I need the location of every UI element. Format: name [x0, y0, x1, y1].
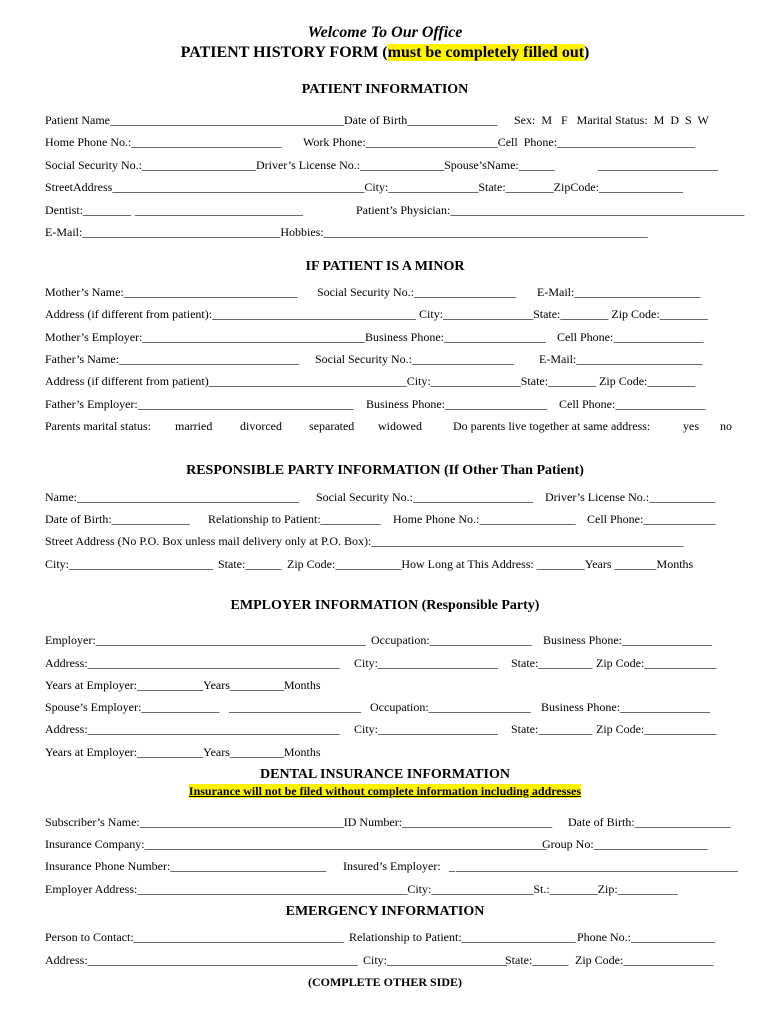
street-address-row[interactable]: StreetAddress__________________________________________City:_______________State:________ZipCode:______________	[45, 180, 683, 194]
responsible-state-field[interactable]: State:______	[218, 557, 282, 571]
mother-email-field[interactable]: E-Mail:_____________________	[537, 285, 701, 299]
father-ssn-field[interactable]: Social Security No.:_________________	[315, 352, 514, 366]
emergency-state-field[interactable]: State:______	[505, 953, 569, 967]
father-cell-phone-field[interactable]: Cell Phone:_______________	[559, 397, 706, 411]
subscriber-id-row[interactable]: Subscriber’s Name:__________________________________ID Number:_________________________	[45, 815, 553, 829]
father-employer-field[interactable]: Father’s Employer:____________________________________	[45, 397, 354, 411]
marital-option-widowed[interactable]: widowed	[378, 419, 422, 433]
responsible-street-address-row[interactable]: Street Address (No P.O. Box unless mail delivery only at P.O. Box):____________________________________________________	[45, 534, 684, 548]
spouse-employer-field[interactable]: Spouse’s Employer:_____________	[45, 700, 220, 714]
insurance-note-text: Insurance will not be filed without complete information including addresses	[188, 784, 582, 798]
responsible-home-phone-field[interactable]: Home Phone No.:________________	[393, 512, 576, 526]
form-title-highlight: must be completely filled out	[387, 44, 585, 61]
spouse-employer-state-field[interactable]: State:_________	[511, 722, 593, 736]
employer-occupation-field[interactable]: Occupation:_________________	[371, 633, 532, 647]
emergency-contact-field[interactable]: Person to Contact:___________________________________	[45, 930, 344, 944]
email-hobbies-row[interactable]: E-Mail:_________________________________Hobbies:______________________________________________________	[45, 225, 648, 239]
mother-cell-phone-field[interactable]: Cell Phone:_______________	[557, 330, 704, 344]
responsible-name-field[interactable]: Name:_____________________________________	[45, 490, 299, 504]
parents-marital-status-label: Parents marital status:	[45, 419, 151, 433]
emergency-relationship-field[interactable]: Relationship to Patient:___________________	[349, 930, 576, 944]
spouse-name-blank[interactable]: ____________________	[598, 158, 718, 172]
responsible-license-field[interactable]: Driver’s License No.:___________	[545, 490, 716, 504]
marital-option-separated[interactable]: separated	[309, 419, 355, 433]
spouse-years-at-employer-row[interactable]: Years at Employer:___________Years_________Months	[45, 745, 321, 759]
employer-state-field[interactable]: State:_________	[511, 656, 593, 670]
responsible-city-field[interactable]: City:________________________	[45, 557, 214, 571]
insurance-employer-address-row[interactable]: Employer Address:_____________________________________________City:_________________St.:________Zip:__________	[45, 882, 678, 896]
responsible-ssn-field[interactable]: Social Security No.:____________________	[316, 490, 533, 504]
dentist-blank[interactable]: ____________________________	[135, 203, 303, 217]
form-title-text: PATIENT HISTORY FORM (	[180, 44, 388, 61]
employer-zip-field[interactable]: Zip Code:____________	[596, 656, 717, 670]
spouse-employer-city-field[interactable]: City:____________________	[354, 722, 499, 736]
patient-name-row[interactable]: Patient Name_______________________________________Date of Birth_______________	[45, 113, 498, 127]
mother-employer-field[interactable]: Mother’s Employer:_____________________________________	[45, 330, 365, 344]
years-at-employer-row[interactable]: Years at Employer:___________Years_________Months	[45, 678, 321, 692]
work-cell-phone-row[interactable]: Work Phone:______________________Cell Phone:_______________________	[303, 135, 696, 149]
dentist-field[interactable]: Dentist:________	[45, 203, 131, 217]
spouse-employer-address-field[interactable]: Address:__________________________________________	[45, 722, 340, 736]
employer-address-field[interactable]: Address:__________________________________________	[45, 656, 340, 670]
mother-address-row[interactable]: Address (if different from patient):__________________________________ City:_______________State:________ Zip Code:________	[45, 307, 708, 321]
father-name-field[interactable]: Father’s Name:______________________________	[45, 352, 300, 366]
emergency-address-field[interactable]: Address:_____________________________________________	[45, 953, 358, 967]
spouse-business-phone-field[interactable]: Business Phone:_______________	[541, 700, 711, 714]
ssn-license-spouse-row[interactable]: Social Security No.:___________________Driver’s License No.:______________Spouse’sName:______	[45, 158, 555, 172]
spouse-occupation-field[interactable]: Occupation:_________________	[370, 700, 531, 714]
employer-field[interactable]: Employer:_____________________________________________	[45, 633, 366, 647]
father-business-phone-field[interactable]: Business Phone:_________________	[366, 397, 548, 411]
insurance-phone-field[interactable]: Insurance Phone Number:__________________________	[45, 859, 327, 873]
sex-marital-row[interactable]: Sex: M F Marital Status: M D S W	[514, 113, 709, 127]
insured-employer-underscore[interactable]: _	[449, 859, 455, 873]
insurance-company-field[interactable]: Insurance Company:___________________________________________________________________	[45, 837, 547, 851]
father-email-field[interactable]: E-Mail:_____________________	[539, 352, 703, 366]
live-together-yes[interactable]: yes	[683, 419, 699, 433]
form-title-end: )	[584, 44, 590, 61]
mother-business-phone-field[interactable]: Business Phone:_________________	[365, 330, 547, 344]
section-heading-employer: EMPLOYER INFORMATION (Responsible Party)	[230, 598, 540, 613]
complete-other-side-note: (COMPLETE OTHER SIDE)	[307, 975, 463, 989]
home-phone-field[interactable]: Home Phone No.:_________________________	[45, 135, 282, 149]
form-title	[0, 44, 770, 62]
father-address-row[interactable]: Address (if different from patient)_________________________________City:_______________State:________ Zip Code:________	[45, 374, 696, 388]
live-together-question: Do parents live together at same address:	[453, 419, 651, 433]
insured-employer-blank[interactable]: _______________________________________________	[456, 859, 738, 873]
responsible-dob-field[interactable]: Date of Birth:_____________	[45, 512, 190, 526]
emergency-phone-field[interactable]: Phone No.:______________	[577, 930, 715, 944]
marital-option-married[interactable]: married	[175, 419, 213, 433]
group-number-field[interactable]: Group No:___________________	[542, 837, 708, 851]
welcome-title: Welcome To Our Office	[307, 24, 463, 41]
section-heading-insurance: DENTAL INSURANCE INFORMATION	[260, 767, 510, 782]
responsible-zip-duration-row[interactable]: Zip Code:___________How Long at This Address: ________Years _______Months	[287, 557, 694, 571]
responsible-cell-phone-field[interactable]: Cell Phone:____________	[587, 512, 716, 526]
section-heading-emergency: EMERGENCY INFORMATION	[285, 904, 485, 919]
section-heading-minor: IF PATIENT IS A MINOR	[305, 259, 465, 274]
employer-city-field[interactable]: City:____________________	[354, 656, 499, 670]
marital-option-divorced[interactable]: divorced	[240, 419, 282, 433]
emergency-city-field[interactable]: City:____________________	[363, 953, 508, 967]
responsible-relationship-field[interactable]: Relationship to Patient:__________	[208, 512, 381, 526]
live-together-no[interactable]: no	[720, 419, 732, 433]
spouse-employer-zip-field[interactable]: Zip Code:____________	[596, 722, 717, 736]
spouse-employer-blank[interactable]: ______________________	[229, 700, 361, 714]
section-heading-patient: PATIENT INFORMATION	[301, 82, 469, 97]
employer-business-phone-field[interactable]: Business Phone:_______________	[543, 633, 713, 647]
subscriber-dob-field[interactable]: Date of Birth:________________	[568, 815, 731, 829]
mother-ssn-field[interactable]: Social Security No.:_________________	[317, 285, 516, 299]
insured-employer-label: Insured’s Employer:	[343, 859, 441, 873]
physician-field[interactable]: Patient’s Physician:_________________________________________________	[356, 203, 745, 217]
insurance-note	[0, 784, 770, 799]
section-heading-responsible: RESPONSIBLE PARTY INFORMATION (If Other Than Patient)	[186, 463, 584, 478]
emergency-zip-field[interactable]: Zip Code:_______________	[575, 953, 714, 967]
mother-name-field[interactable]: Mother’s Name:_____________________________	[45, 285, 298, 299]
